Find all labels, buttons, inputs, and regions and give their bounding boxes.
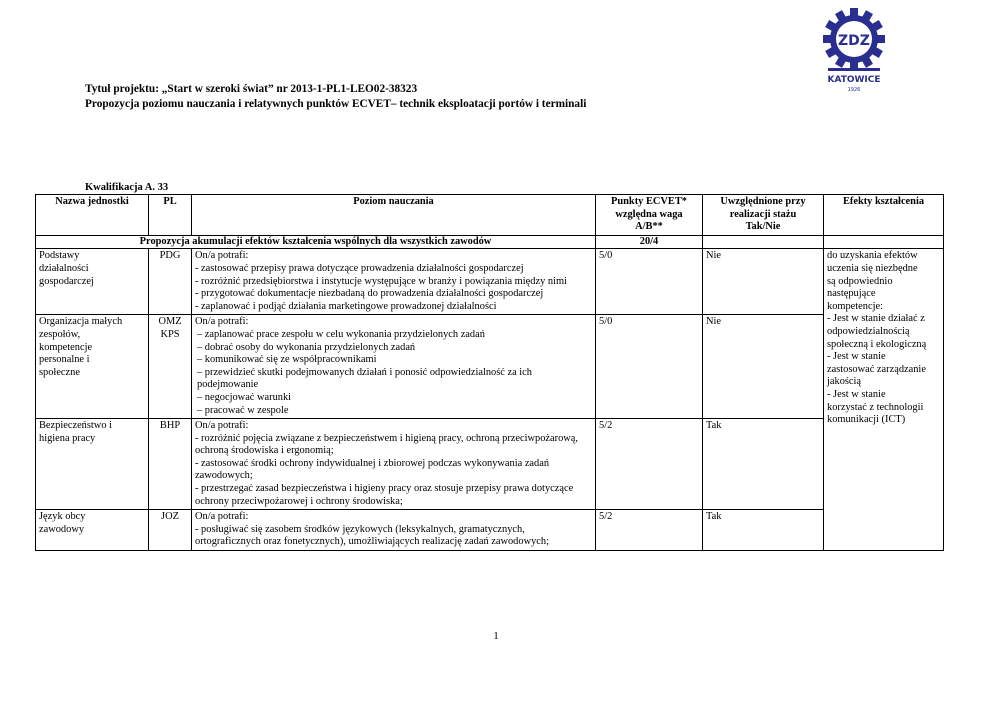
ecvet-points: 5/2 — [596, 510, 703, 551]
svg-text:KATOWICE: KATOWICE — [827, 75, 881, 85]
document-subtitle: Propozycja poziomu nauczania i relatywnych punktów ECVET– technik eksploatacji portów i terminali — [85, 98, 587, 110]
internship-flag: Tak — [703, 510, 824, 551]
section-points: 20/4 — [596, 235, 703, 249]
unit-name: Język obcy zawodowy — [36, 510, 149, 551]
ecvet-table — [35, 194, 944, 551]
internship-flag: Tak — [703, 419, 824, 510]
table-row — [36, 419, 944, 510]
table-header-row — [36, 195, 944, 236]
learning-effects: do uzyskania efektów uczenia się niezbędne są odpowiednio następujące kompetencje: - Jest w stanie działać z odpowiedzialnością społeczną i ekologiczną - Jest w stanie zastosować zarządzanie jakością - Jest w stanie korzystać z technologii komunikacji (ICT) — [824, 249, 944, 551]
table-row — [36, 249, 944, 315]
table-row — [36, 315, 944, 419]
header-pl: PL — [149, 195, 192, 236]
ecvet-points: 5/0 — [596, 315, 703, 419]
internship-flag: Nie — [703, 249, 824, 315]
learning-level: On/a potrafi: - posługiwać się zasobem środków językowych (leksykalnych, gramatycznych, ortograficznych oraz fonetycznych), umożliwiających realizację zadań zawodowych; — [192, 510, 596, 551]
table-row — [36, 510, 944, 551]
unit-code: JOZ — [149, 510, 192, 551]
learning-level: On/a potrafi: - rozróżnić pojęcia związane z bezpieczeństwem i higieną pracy, ochroną przeciwpożarową, ochroną środowiska i ergonomią; - zastosować środki ochrony indywidualnej i zbiorowej podczas wykonywania zadań zawodowych; - przestrzegać zasad bezpieczeństwa i higieny pracy oraz stosuje przepisy prawa dotyczące ochrony przeciwpożarowej i ochrony środowiska; — [192, 419, 596, 510]
header-internship: Uwzględnione przy realizacji stażu Tak/Nie — [703, 195, 824, 236]
unit-name: Organizacja małych zespołów, kompetencje personalne i społeczne — [36, 315, 149, 419]
unit-code: OMZ KPS — [149, 315, 192, 419]
header-points: Punkty ECVET* względna waga A/B** — [596, 195, 703, 236]
header-level: Poziom nauczania — [192, 195, 596, 236]
unit-code: PDG — [149, 249, 192, 315]
project-title: Tytuł projektu: „Start w szeroki świat” nr 2013-1-PL1-LEO02-38323 — [85, 83, 418, 95]
learning-level: On/a potrafi: – zaplanować prace zespołu w celu wykonania przydzielonych zadań – dobrać osoby do wykonania przydzielonych zadań – komunikować się ze współpracownikami – przewidzieć skutki podejmowanych działań i ponosić odpowiedzialność za ich podejmowanie – negocjować warunki – pracować w zespole — [192, 315, 596, 419]
page-number: 1 — [493, 630, 499, 642]
svg-text:ZDZ: ZDZ — [838, 33, 870, 49]
ecvet-points: 5/0 — [596, 249, 703, 315]
qualification-label: Kwalifikacja A. 33 — [85, 182, 169, 193]
svg-text:1926: 1926 — [847, 87, 861, 93]
section-row — [36, 235, 944, 249]
unit-code: BHP — [149, 419, 192, 510]
document-header — [85, 82, 586, 112]
zdz-katowice-logo — [818, 6, 890, 96]
ecvet-points: 5/2 — [596, 419, 703, 510]
header-unit: Nazwa jednostki — [36, 195, 149, 236]
unit-name: Bezpieczeństwo i higiena pracy — [36, 419, 149, 510]
learning-level: On/a potrafi: - zastosować przepisy prawa dotyczące prowadzenia działalności gospodarczej - rozróżnić przedsiębiorstwa i instytucje występujące w branży i powiązania między nimi - przygotować dokumentacje niezbadaną do prowadzenia działalności gospodarczej - zaplanować i podjąć działania marketingowe prowadzonej działalności — [192, 249, 596, 315]
header-effects: Efekty kształcenia — [824, 195, 944, 236]
internship-flag: Nie — [703, 315, 824, 419]
unit-name: Podstawy działalności gospodarczej — [36, 249, 149, 315]
section-title: Propozycja akumulacji efektów kształcenia wspólnych dla wszystkich zawodów — [36, 235, 596, 249]
